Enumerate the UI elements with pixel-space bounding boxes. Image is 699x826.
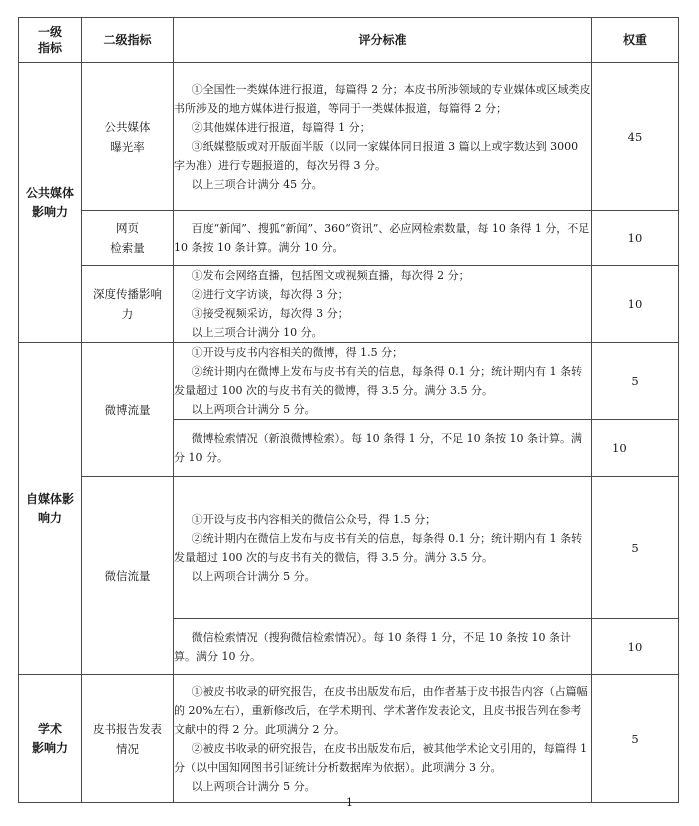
indicator-text: 皮书报告发表 情况 — [93, 721, 162, 756]
indicator-text: 微博流量 — [104, 402, 151, 417]
table-row — [19, 63, 679, 211]
page-number: 1 — [346, 796, 353, 809]
indicator-cell — [82, 266, 174, 343]
header-level2: 二级指标 — [82, 18, 174, 63]
criteria-line: ②被皮书收录的研究报告，在皮书出版发布后，被其他学术论文引用的，每篇得 1 分（以中国知网图书引证统计分析数据库为依据）。此项满分 3 分。 — [174, 741, 588, 774]
group-name-text: 公共媒体 影响力 — [25, 185, 74, 219]
criteria-line: ①发布会网络直播，包括图文或视频直播，每次得 2 分； — [191, 269, 470, 282]
criteria-line: ①全国性一类媒体进行报道，每篇得 2 分；本皮书所涉领域的专业媒体或区域类皮书所涉及的地方媒体进行报道，等同于一类媒体报道，每篇得 2 分； — [174, 82, 591, 115]
criteria-cell — [174, 619, 592, 675]
criteria-line: ②统计期内在微博上发布与皮书有关的信息，每条得 0.1 分；统计期内有 1 条转发量超过 100 次的与皮书有关的微博，得 3.5 分。满分 3.5 分。 — [174, 365, 583, 397]
criteria-line: 百度“新闻”、搜狐“新闻”、360“资讯”、必应网检索数量，每 10 条得 1 分，不足 10 条按 10 条计算。满分 10 分。 — [174, 222, 590, 254]
criteria-line: 以上三项合计满分 10 分。 — [191, 326, 323, 339]
criteria-cell — [174, 343, 592, 420]
criteria-cell — [174, 477, 592, 619]
criteria-line: ②其他媒体进行报道，每篇得 1 分； — [191, 120, 371, 134]
criteria-line: 以上两项合计满分 5 分。 — [191, 403, 316, 416]
group-name-text: 学术 影响力 — [31, 721, 68, 755]
table-row — [19, 675, 679, 803]
criteria-cell — [174, 63, 592, 211]
header-row — [19, 18, 679, 63]
criteria-line: 微信检索情况（搜狗微信检索情况）。每 10 条得 1 分，不足 10 条按 10 条计算。满分 10 分。 — [174, 630, 572, 663]
header-weight: 权重 — [592, 18, 679, 63]
indicator-text: 深度传播影响 力 — [93, 287, 162, 321]
indicator-text: 微信流量 — [104, 568, 151, 583]
group-name-text: 自媒体影 响力 — [25, 491, 74, 525]
criteria-cell — [174, 266, 592, 343]
criteria-line: 以上两项合计满分 5 分。 — [191, 569, 316, 583]
table-row — [19, 211, 679, 266]
table-row — [19, 266, 679, 343]
criteria-line: ①开设与皮书内容相关的微博，得 1.5 分； — [191, 346, 404, 359]
criteria-line: ①被皮书收录的研究报告，在皮书出版发布后，由作者基于皮书报告内容（占篇幅的 20%左右），重新修改后，在学术期刊、学术著作发表论文，且皮书报告列在参考文献中的得 2 分。此项满分 2 分。 — [174, 684, 588, 736]
header-criteria: 评分标准 — [174, 18, 592, 63]
group-name-public-media — [19, 63, 82, 343]
indicator-text: 公共媒体 曝光率 — [104, 119, 151, 154]
weight-cell: 10 — [592, 420, 679, 477]
table-row — [19, 477, 679, 619]
criteria-line: 微博检索情况（新浪微博检索）。每 10 条得 1 分，不足 10 条按 10 条计算。满分 10 分。 — [174, 432, 583, 464]
indicator-cell — [82, 211, 174, 266]
document-page — [18, 17, 678, 803]
criteria-cell — [174, 675, 592, 803]
header-level1-text: 一级 指标 — [37, 25, 62, 55]
criteria-line: ①开设与皮书内容相关的微信公众号，得 1.5 分； — [191, 512, 437, 526]
indicator-cell — [82, 63, 174, 211]
weight-cell: 45 — [592, 63, 679, 211]
criteria-line: ③纸媒整版或对开版面半版（以同一家媒体同日报道 3 篇以上或字数达到 3000 字为准）进行专题报道的，每次另得 3 分。 — [174, 139, 579, 172]
weight-cell: 5 — [592, 343, 679, 420]
criteria-line: ③接受视频采访，每次得 3 分； — [191, 307, 349, 320]
criteria-line: ②统计期内在微信上发布与皮书有关的信息，每条得 0.1 分；统计期内有 1 条转发量超过 100 次的与皮书有关的微信，得 3.5 分。满分 3.5 分。 — [174, 531, 583, 564]
group-name-academic — [19, 675, 82, 803]
criteria-line: 以上三项合计满分 45 分。 — [191, 177, 323, 191]
weight-cell: 5 — [592, 477, 679, 619]
weight-cell: 10 — [592, 619, 679, 675]
table-row — [19, 343, 679, 420]
indicator-cell — [82, 343, 174, 477]
weight-cell: 10 — [592, 211, 679, 266]
criteria-line: 以上两项合计满分 5 分。 — [191, 779, 316, 793]
indicator-text: 网页 检索量 — [110, 221, 145, 255]
weight-cell: 10 — [592, 266, 679, 343]
indicator-cell — [82, 477, 174, 675]
group-name-self-media — [19, 343, 82, 675]
criteria-cell — [174, 211, 592, 266]
header-level1 — [19, 18, 82, 63]
criteria-cell — [174, 420, 592, 477]
indicator-cell — [82, 675, 174, 803]
evaluation-table — [18, 17, 679, 803]
weight-cell: 5 — [592, 675, 679, 803]
criteria-line: ②进行文字访谈，每次得 3 分； — [191, 288, 349, 301]
